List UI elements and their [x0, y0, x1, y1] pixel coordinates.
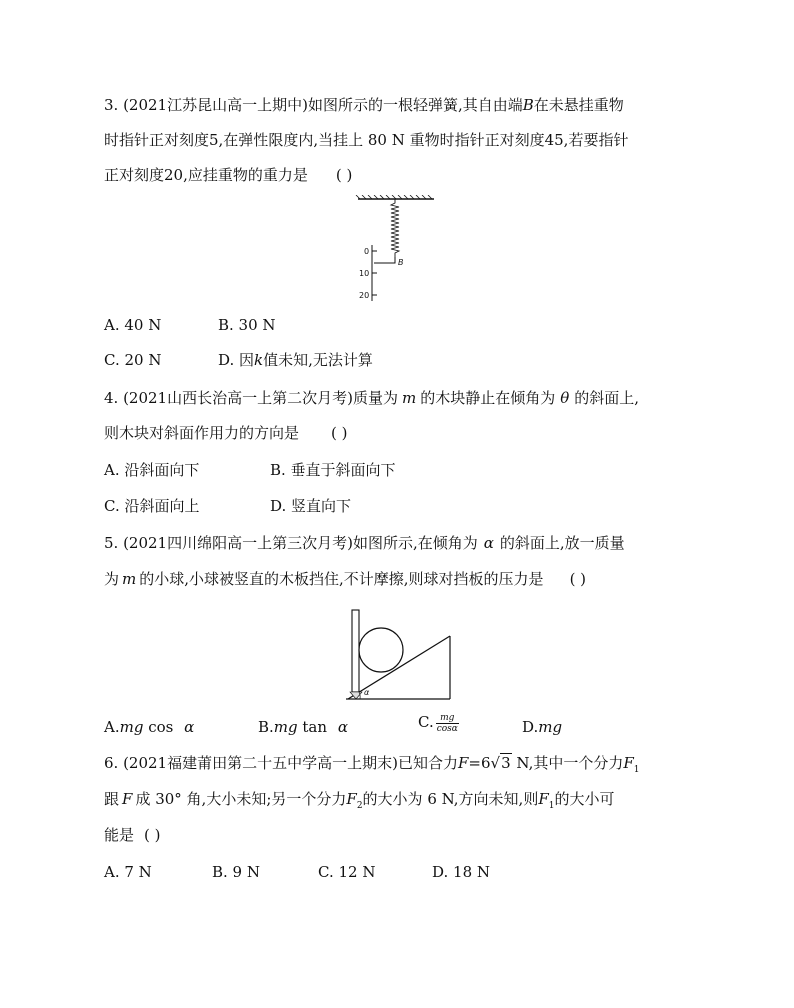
q6-option-c[interactable]: C. 12 N	[318, 863, 376, 881]
q5-option-b[interactable]: B.mg tan α	[258, 718, 348, 736]
pointer	[374, 257, 395, 263]
scale-tick-10: 10	[359, 269, 370, 278]
q6-line-2: 跟 F 成 30° 角,大小未知;另一个分力$F_2$的大小为 6 N,方向未知,则$F_1$的大小可	[104, 790, 615, 811]
q6-line-1: 6. (2021福建莆田第二十五中学高一上期末)已知合力F=6√3 N,其中一个分力$F_1$	[104, 754, 640, 775]
q5-answer-paren: ( )	[569, 570, 587, 588]
q3-option-b[interactable]: B. 30 N	[218, 316, 276, 334]
q4-line-2: 则木块对斜面作用力的方向是 ( )	[104, 424, 348, 442]
pointer-label: B	[398, 258, 404, 267]
incline-figure	[340, 606, 460, 702]
q3-option-c[interactable]: C. 20 N	[104, 351, 162, 369]
q4-line-1: 4. (2021山西长治高一上第二次月考)质量为 m 的木块静止在倾角为 θ 的斜面上,	[104, 389, 640, 407]
q6-option-b[interactable]: B. 9 N	[212, 863, 260, 881]
ball	[359, 628, 403, 672]
q5-line-2: 为 m 的小球,小球被竖直的木板挡住,不计摩擦,则球对挡板的压力是 ( )	[104, 570, 587, 588]
angle-label: α	[364, 688, 370, 697]
q3-option-d[interactable]: D. 因k值未知,无法计算	[218, 351, 373, 369]
spring-figure	[350, 195, 440, 303]
q3-option-a[interactable]: A. 40 N	[104, 316, 162, 334]
q3-line-3: 正对刻度20,应挂重物的重力是 ( )	[104, 166, 353, 184]
scale-tick-20: 20	[359, 291, 370, 300]
q6-answer-paren: ( )	[144, 826, 161, 844]
q3-answer-paren: ( )	[335, 166, 353, 184]
q5-option-d[interactable]: D.mg	[522, 718, 563, 736]
q4-option-c[interactable]: C. 沿斜面向上	[104, 497, 200, 515]
q3-line-1: 3. (2021江苏昆山高一上期中)如图所示的一根轻弹簧,其自由端B在未悬挂重物	[104, 96, 624, 114]
q4-option-d[interactable]: D. 竖直向下	[270, 497, 352, 515]
q5-option-a[interactable]: A.mg cos α	[104, 718, 195, 736]
q3-line-2: 时指针正对刻度5,在弹性限度内,当挂上 80 N 重物时指针正对刻度45,若要指针	[104, 131, 629, 149]
spring-coil	[391, 199, 399, 257]
q4-answer-paren: ( )	[331, 424, 348, 442]
q4-option-a[interactable]: A. 沿斜面向下	[104, 461, 200, 479]
q5-line-1: 5. (2021四川绵阳高一上第三次月考)如图所示,在倾角为 α 的斜面上,放一质量	[104, 534, 625, 552]
q5-option-c[interactable]: C. $\frac{mg}{\cos\alpha}$	[418, 712, 458, 734]
scale-tick-0: 0	[364, 247, 370, 256]
board	[352, 610, 359, 692]
q4-option-b[interactable]: B. 垂直于斜面向下	[270, 461, 396, 479]
q6-option-a[interactable]: A. 7 N	[104, 863, 152, 881]
q6-line-3: 能是 ( )	[104, 826, 161, 844]
q6-option-d[interactable]: D. 18 N	[432, 863, 491, 881]
